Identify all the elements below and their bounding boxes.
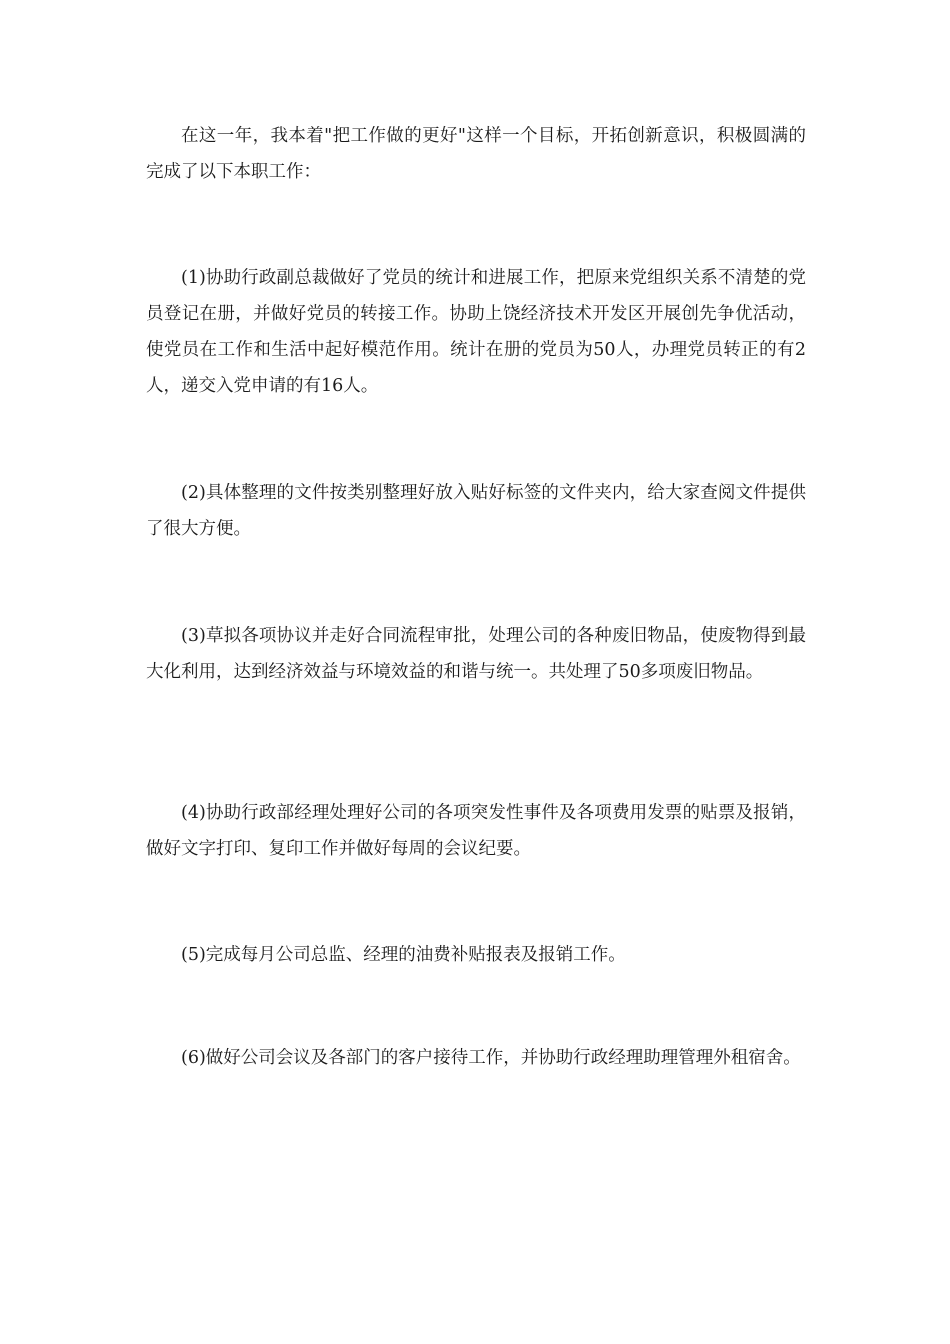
- item-3-paragraph: (3)草拟各项协议并走好合同流程审批，处理公司的各种废旧物品，使废物得到最大化利用，达到经济效益与环境效益的和谐与统一。共处理了50多项废旧物品。: [146, 626, 806, 682]
- item-6-paragraph: (6)做好公司会议及各部门的客户接待工作，并协助行政经理助理管理外租宿舍。: [181, 1048, 801, 1068]
- item-2-paragraph: (2)具体整理的文件按类别整理好放入贴好标签的文件夹内，给大家查阅文件提供了很大方便。: [146, 483, 806, 539]
- item-4-paragraph: (4)协助行政部经理处理好公司的各项突发性事件及各项费用发票的贴票及报销，做好文字打印、复印工作并做好每周的会议纪要。: [146, 803, 806, 859]
- item-5-paragraph: (5)完成每月公司总监、经理的油费补贴报表及报销工作。: [181, 945, 626, 965]
- intro-paragraph: 在这一年，我本着"把工作做的更好"这样一个目标，开拓创新意识，积极圆满的完成了以下本职工作：: [146, 126, 806, 182]
- item-1-paragraph: (1)协助行政副总裁做好了党员的统计和进展工作，把原来党组织关系不清楚的党员登记在册，并做好党员的转接工作。协助上饶经济技术开发区开展创先争优活动，使党员在工作和生活中起好模范作用。统计在册的党员为50人，办理党员转正的有2人，递交入党申请的有16人。: [146, 268, 806, 396]
